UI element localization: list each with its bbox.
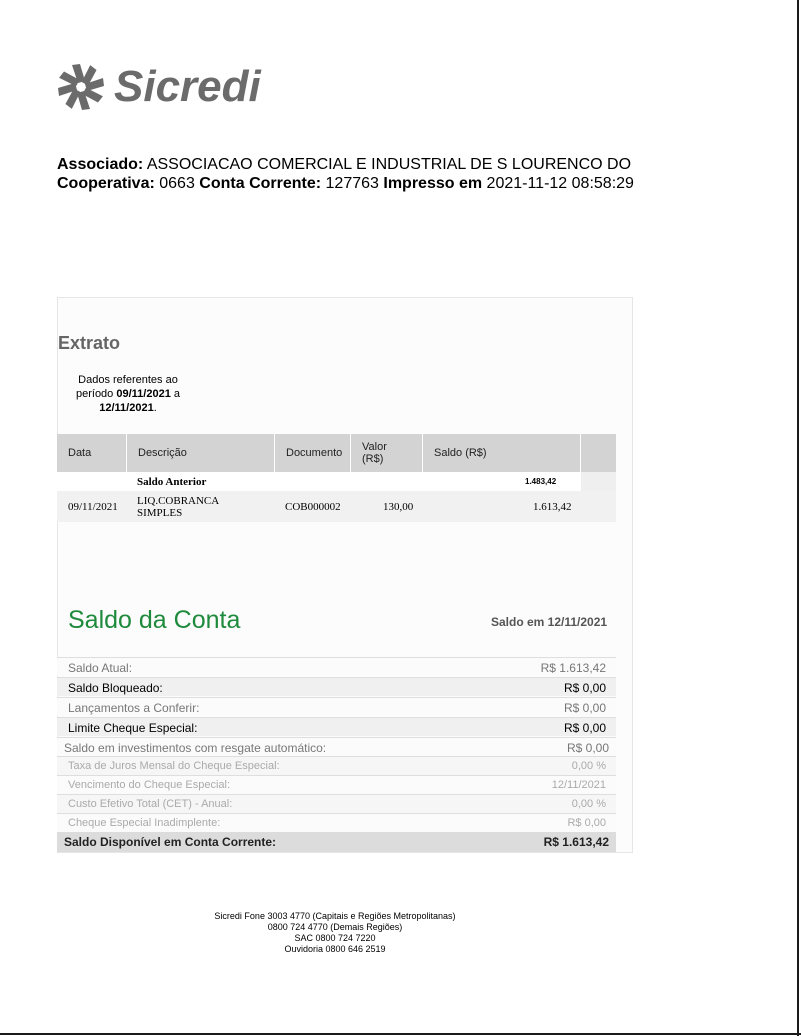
periodo-text	[66, 373, 190, 415]
cooperativa-value: 0663	[159, 175, 195, 192]
saldo-row-label: Saldo Bloqueado:	[68, 681, 163, 695]
tx-data: 09/11/2021	[68, 501, 118, 513]
periodo-fim: 12/11/2021	[99, 402, 154, 414]
cooperativa-label: Cooperativa:	[57, 175, 155, 192]
saldo-row-label: Saldo em investimentos com resgate automático:	[64, 741, 327, 755]
saldo-row-value: 12/11/2021	[551, 779, 606, 791]
saldo-row-label: Saldo Disponível em Conta Corrente:	[64, 835, 277, 849]
associado-value: ASSOCIACAO COMERCIAL E INDUSTRIAL DE S LOURENCO DO	[146, 156, 632, 173]
sicredi-logo	[56, 62, 261, 112]
sicredi-pinwheel-icon	[56, 62, 106, 112]
saldo-anterior-label: Saldo Anterior	[137, 476, 207, 488]
saldo-date-label: Saldo em 12/11/2021	[491, 615, 608, 629]
saldo-row-value: R$ 0,00	[566, 741, 609, 755]
associado-label: Associado:	[57, 156, 144, 173]
footer-contacts	[195, 911, 475, 955]
extrato-title: Extrato	[58, 333, 121, 353]
periodo-inicio: 09/11/2021	[116, 388, 171, 400]
associado-line	[57, 155, 634, 174]
tx-descricao: LIQ.COBRANCA SIMPLES	[137, 495, 219, 519]
saldo-title: Saldo da Conta	[68, 606, 241, 634]
table-row	[57, 491, 616, 522]
saldo-row-cet	[57, 794, 616, 813]
saldo-row-label: Custo Efetivo Total (CET) - Anual:	[68, 798, 233, 810]
periodo-prefix: Dados referentes ao período	[75, 374, 178, 400]
conta-label: Conta Corrente:	[199, 175, 322, 192]
saldo-row-value: R$ 1.613,42	[543, 835, 609, 849]
saldo-row-label: Cheque Especial Inadimplente:	[68, 817, 221, 829]
footer-line: SAC 0800 724 7220	[294, 933, 376, 943]
saldo-row-label: Limite Cheque Especial:	[68, 721, 198, 735]
saldo-row-value: R$ 0,00	[567, 817, 606, 829]
account-header	[57, 155, 634, 193]
brand-name: Sicredi	[114, 62, 261, 111]
saldo-row-lancamentos	[57, 697, 616, 716]
saldo-row-value: R$ 1.613,42	[540, 661, 606, 675]
col-documento: Documento	[275, 434, 351, 472]
footer-line: Sicredi Fone 3003 4770 (Capitais e Regiões Metropolitanas)	[214, 911, 456, 921]
saldo-row-atual	[57, 657, 616, 676]
saldo-row-taxa	[57, 756, 616, 775]
saldo-row-limite	[57, 717, 616, 736]
col-empty	[581, 434, 616, 472]
impresso-value: 2021-11-12 08:58:29	[486, 175, 634, 192]
saldo-row-value: R$ 0,00	[563, 721, 606, 735]
table-header	[57, 434, 616, 472]
saldo-row-bloqueado	[57, 677, 616, 696]
saldo-row-value: R$ 0,00	[563, 701, 606, 715]
saldo-row-label: Taxa de Juros Mensal do Cheque Especial:	[68, 760, 280, 772]
footer-line: 0800 724 4770 (Demais Regiões)	[267, 922, 403, 932]
saldo-row-label: Vencimento do Cheque Especial:	[68, 779, 231, 791]
col-descricao: Descrição	[127, 434, 275, 472]
conta-value: 127763	[325, 175, 379, 192]
tx-saldo: 1.613,42	[533, 501, 572, 513]
page-edge-bottom	[0, 1033, 801, 1035]
col-saldo: Saldo (R$)	[423, 434, 581, 472]
tx-documento: COB000002	[285, 501, 341, 513]
saldo-row-value: 0,00 %	[571, 760, 606, 772]
impresso-label: Impresso em	[383, 175, 483, 192]
col-data: Data	[57, 434, 127, 472]
cooperativa-line	[57, 174, 634, 193]
table-row-saldo-anterior	[57, 472, 616, 491]
saldo-row-label: Lançamentos a Conferir:	[68, 701, 200, 715]
saldo-anterior-value: 1.483,42	[525, 477, 557, 486]
saldo-row-value: R$ 0,00	[563, 681, 606, 695]
row-end-cell	[581, 472, 616, 491]
saldo-row-inadimplente	[57, 813, 616, 832]
saldo-row-value: 0,00 %	[571, 798, 606, 810]
saldo-row-label: Saldo Atual:	[68, 661, 133, 675]
footer-line: Ouvidoria 0800 646 2519	[284, 944, 386, 954]
col-valor: Valor (R$)	[351, 434, 423, 472]
saldo-row-disponivel	[57, 832, 616, 852]
periodo-end: .	[153, 402, 157, 414]
tx-valor: 130,00	[383, 501, 414, 513]
saldo-row-investimentos	[57, 737, 616, 756]
saldo-row-vencimento	[57, 775, 616, 794]
periodo-sep: a	[173, 388, 180, 400]
page-edge-right	[797, 0, 799, 1036]
